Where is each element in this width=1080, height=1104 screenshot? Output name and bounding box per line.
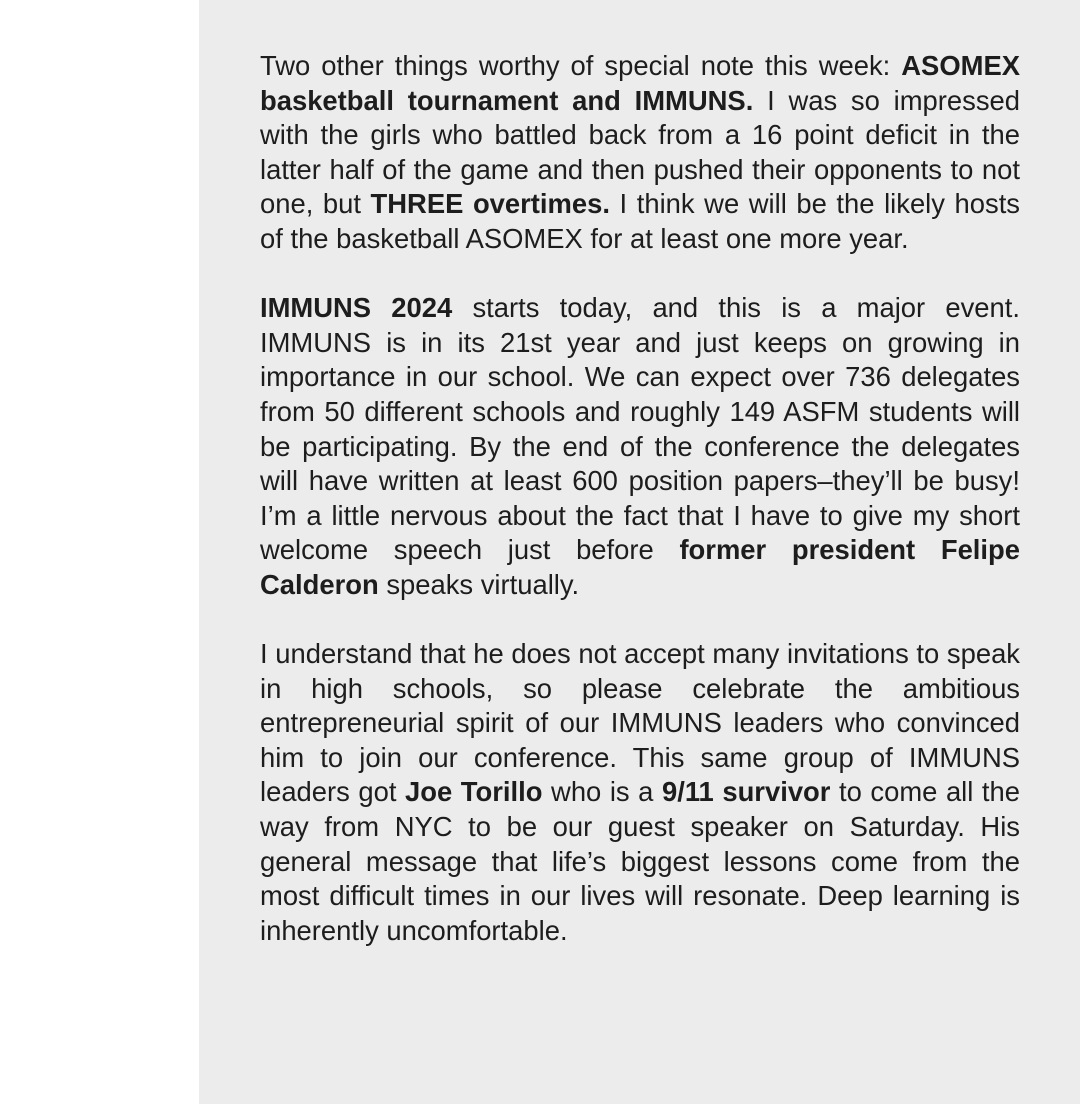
text-run: speaks virtually. <box>378 568 580 600</box>
bold-run: IMMUNS 2024 <box>260 292 453 324</box>
article-body <box>260 49 1020 948</box>
text-run: I understand that he does not accept many invitations to speak in high schools, so please celebrate the ambitious entrepreneurial spirit of our IMMUNS leaders who convinced him to join our conference. This same group of IMMUNS leaders got <box>260 638 1020 808</box>
bold-run: 9/11 survivor <box>661 776 831 808</box>
text-run: Two other things worthy of special note this week: <box>260 50 902 81</box>
text-run: I think we will be the likely hosts of the basketball ASOMEX for at least one more year. <box>260 188 1021 254</box>
bold-run: THREE overtimes. <box>370 188 610 220</box>
text-run: starts today, and this is a major event. IMMUNS is in its 21st year and just keeps on growing in importance in our school. We can expect over 736 delegates from 50 different schools and roughly 149 ASFM students will be participating. By the end of the conference the delegates will have written at least 600 position papers–they’ll be busy! I’m a little nervous about the fact that I have to give my short welcome speech just before <box>260 292 1020 566</box>
bold-run: Joe Torillo <box>405 776 543 808</box>
text-run: to come all the way from NYC to be our guest speaker on Saturday. His general message that life’s biggest lessons come from the most difficult times in our lives will resonate. Deep learning is inherently uncomfortable. <box>260 776 1020 946</box>
paragraph-immuns <box>260 291 1020 602</box>
text-run: who is a <box>542 776 662 808</box>
bold-run: ASOMEX basketball tournament and IMMUNS. <box>260 50 1020 116</box>
paragraph-asomex <box>260 49 1020 257</box>
bold-run: former president Felipe Calderon <box>260 534 1020 600</box>
paragraph-guest-speakers <box>260 637 1020 948</box>
text-run: I was so impressed with the girls who battled back from a 16 point deficit in the latter half of the game and then pushed their opponents to not one, but <box>260 84 1020 220</box>
